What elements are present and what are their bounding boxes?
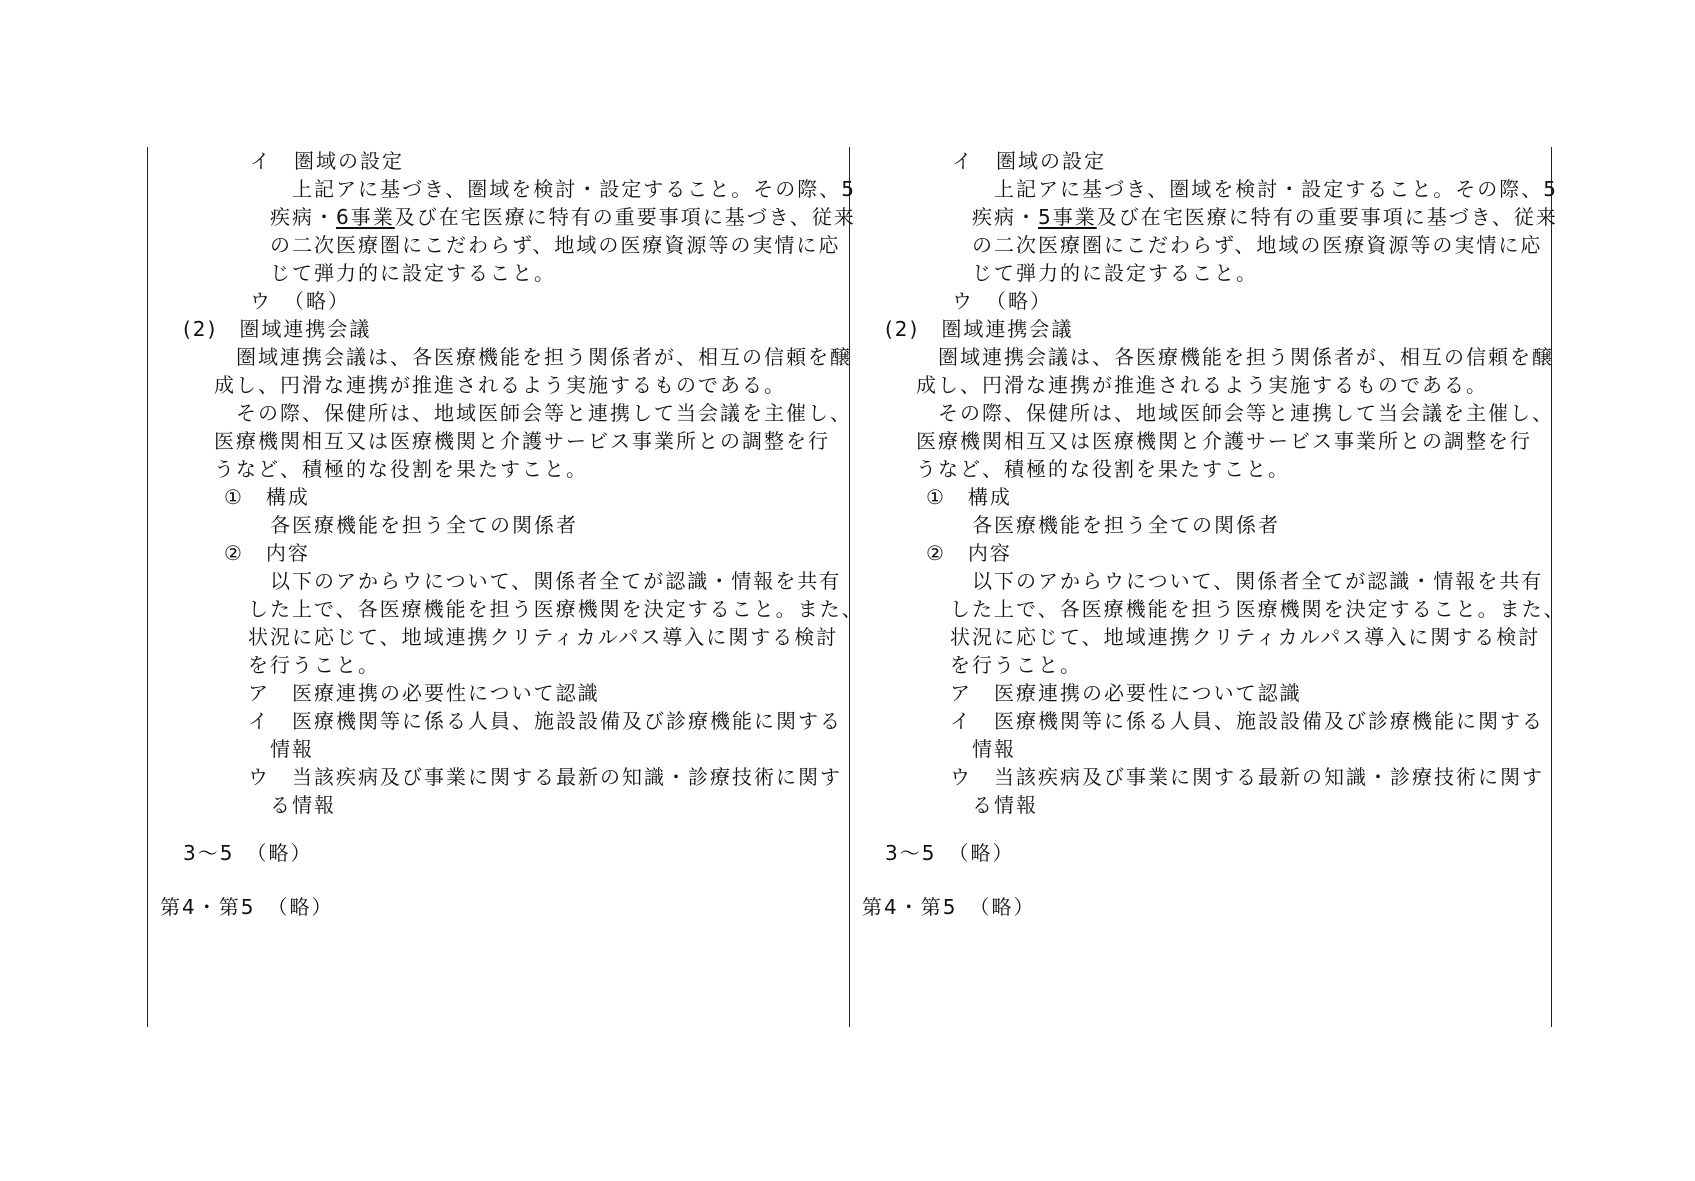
item-i-line-2: 疾病・5事業及び在宅医療に特有の重要事項に基づき、従来 bbox=[972, 205, 1558, 229]
content-title: ② 内容 bbox=[224, 541, 310, 565]
content-item-i-line-2: 情報 bbox=[972, 737, 1016, 761]
composition-body: 各医療機能を担う全ての関係者 bbox=[972, 513, 1280, 537]
content-line-4: を行うこと。 bbox=[950, 653, 1082, 677]
content-title: ② 内容 bbox=[926, 541, 1012, 565]
paragraph-2-line-1: その際、保健所は、地域医師会等と連携して当会議を主催し、 bbox=[938, 401, 1554, 425]
item-i-line-1: 上記アに基づき、圏域を検討・設定すること。その際、5 bbox=[292, 177, 856, 201]
item-i-line-3: の二次医療圏にこだわらず、地域の医療資源等の実情に応 bbox=[270, 233, 841, 257]
item-i-title: イ 圏域の設定 bbox=[250, 149, 404, 173]
content-item-u-line-2: る情報 bbox=[270, 793, 336, 817]
content-item-i-line-1: イ 医療機関等に係る人員、施設設備及び診療機能に関する bbox=[248, 709, 842, 733]
paragraph-2-line-3: うなど、積極的な役割を果たすこと。 bbox=[214, 457, 588, 481]
content-line-3: 状況に応じて、地域連携クリティカルパス導入に関する検討 bbox=[950, 625, 1541, 649]
item-u-omitted: ウ （略） bbox=[952, 289, 1052, 313]
composition-body: 各医療機能を担う全ての関係者 bbox=[270, 513, 578, 537]
paragraph-2-line-3: うなど、積極的な役割を果たすこと。 bbox=[916, 457, 1290, 481]
paragraph-2-line-2: 医療機関相互又は医療機関と介護サービス事業所との調整を行 bbox=[916, 429, 1532, 453]
content-item-u-line-1: ウ 当該疾病及び事業に関する最新の知識・診療技術に関す bbox=[248, 765, 842, 789]
composition-title: ① 構成 bbox=[224, 485, 310, 509]
paragraph-1-line-1: 圏域連携会議は、各医療機能を担う関係者が、相互の信頼を醸 bbox=[938, 345, 1554, 369]
right-border-line bbox=[1551, 147, 1552, 1027]
content-line-2: した上で、各医療機能を担う医療機関を決定すること。また、 bbox=[950, 597, 1566, 621]
section-2-title: (2) 圏域連携会議 bbox=[885, 317, 1074, 341]
item-i-line-3: の二次医療圏にこだわらず、地域の医療資源等の実情に応 bbox=[972, 233, 1543, 257]
item-i-line-1: 上記アに基づき、圏域を検討・設定すること。その際、5 bbox=[994, 177, 1558, 201]
item-i-line-4: じて弾力的に設定すること。 bbox=[270, 261, 556, 285]
center-divider-line bbox=[849, 147, 850, 1027]
content-item-i-line-1: イ 医療機関等に係る人員、施設設備及び診療機能に関する bbox=[950, 709, 1544, 733]
content-line-1: 以下のアからウについて、関係者全てが認識・情報を共有 bbox=[972, 569, 1544, 593]
content-item-u-line-1: ウ 当該疾病及び事業に関する最新の知識・診療技術に関す bbox=[950, 765, 1544, 789]
content-item-a: ア 医療連携の必要性について認識 bbox=[950, 681, 1302, 705]
content-item-u-line-2: る情報 bbox=[972, 793, 1038, 817]
items-3-5-omitted: 3～5 （略） bbox=[183, 841, 313, 865]
paragraph-2-line-2: 医療機関相互又は医療機関と介護サービス事業所との調整を行 bbox=[214, 429, 830, 453]
left-border-line bbox=[147, 147, 148, 1027]
items-3-5-omitted: 3～5 （略） bbox=[885, 841, 1015, 865]
changed-text-underline: 5事業 bbox=[1038, 205, 1097, 229]
content-item-i-line-2: 情報 bbox=[270, 737, 314, 761]
content-line-2: した上で、各医療機能を担う医療機関を決定すること。また、 bbox=[248, 597, 864, 621]
chapters-4-5-omitted: 第4・第5 （略） bbox=[862, 895, 1036, 919]
item-i-line-4: じて弾力的に設定すること。 bbox=[972, 261, 1258, 285]
paragraph-1-line-2: 成し、円滑な連携が推進されるよう実施するものである。 bbox=[916, 373, 1488, 397]
paragraph-2-line-1: その際、保健所は、地域医師会等と連携して当会議を主催し、 bbox=[236, 401, 852, 425]
changed-text-underline: 6事業 bbox=[336, 205, 395, 229]
content-item-a: ア 医療連携の必要性について認識 bbox=[248, 681, 600, 705]
item-u-omitted: ウ （略） bbox=[250, 289, 350, 313]
section-2-title: (2) 圏域連携会議 bbox=[183, 317, 372, 341]
content-line-3: 状況に応じて、地域連携クリティカルパス導入に関する検討 bbox=[248, 625, 839, 649]
content-line-1: 以下のアからウについて、関係者全てが認識・情報を共有 bbox=[270, 569, 842, 593]
composition-title: ① 構成 bbox=[926, 485, 1012, 509]
chapters-4-5-omitted: 第4・第5 （略） bbox=[160, 895, 334, 919]
paragraph-1-line-1: 圏域連携会議は、各医療機能を担う関係者が、相互の信頼を醸 bbox=[236, 345, 852, 369]
content-line-4: を行うこと。 bbox=[248, 653, 380, 677]
item-i-title: イ 圏域の設定 bbox=[952, 149, 1106, 173]
item-i-line-2: 疾病・6事業及び在宅医療に特有の重要事項に基づき、従来 bbox=[270, 205, 856, 229]
paragraph-1-line-2: 成し、円滑な連携が推進されるよう実施するものである。 bbox=[214, 373, 786, 397]
